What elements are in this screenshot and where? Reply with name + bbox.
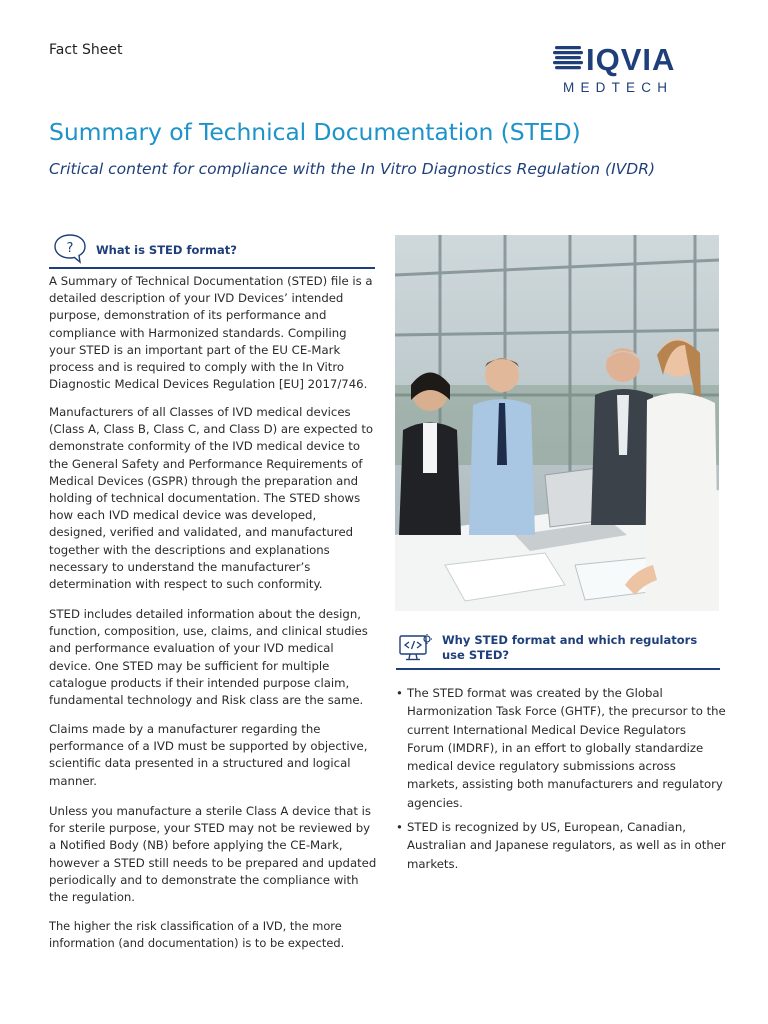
list-item: [396, 684, 726, 812]
paragraph-4: Claims made by a manufacturer regarding the performance of a IVD must be supported by objective, scientific data presented in a structured and logical manner.: [49, 722, 368, 788]
bullet-dot-icon: •: [396, 686, 403, 700]
paragraph-6: The higher the risk classification of a IVD, the more information (and documentation) is to be expected.: [49, 919, 345, 951]
svg-text:IQVIA: IQVIA: [586, 42, 676, 77]
svg-text:MEDTECH: MEDTECH: [563, 80, 674, 95]
bullet-dot-icon: •: [396, 820, 403, 835]
section-why-divider: [396, 668, 720, 670]
section-what-heading: What is STED format?: [96, 242, 237, 257]
iqvia-logo-mark: [553, 40, 723, 100]
iqvia-medtech-logo: [553, 40, 723, 100]
bullet-text: STED is recognized by US, European, Canadian, Australian and Japanese regulators, as well as in other markets.: [407, 820, 726, 871]
bullet-text: The STED format was created by the Global Harmonization Task Force (GHTF), the precursor to the current International Medical Device Regulators Forum (IMDRF), in an effort to globally standardize medical device regulatory submissions across markets, assisting both manufacturers and regulatory agencies.: [407, 686, 726, 810]
paragraph-2: Manufacturers of all Classes of IVD medical devices (Class A, Class B, Class C, and Class D) are expected to demonstrate conformity of the IVD medical device to the General Safety and Performance Requirements of Medical Devices (GSPR) through the preparation and holding of technical documentation. The STED shows how each IVD medical device was developed, designed, verified and validated, and manufactured together with the descriptions and explanations necessary to understand the manufacturer’s determination with respect to such conformity.: [49, 405, 374, 592]
list-item: [396, 818, 726, 873]
svg-text:?: ?: [66, 241, 74, 256]
section-what-header: [52, 233, 237, 265]
section-why-header: [398, 633, 718, 663]
section-why-heading: Why STED format and which regulators use STED?: [442, 633, 698, 662]
team-meeting-photo: [395, 235, 719, 611]
paragraph-3: STED includes detailed information about the design, function, composition, use, claims, and clinical studies and performance evaluation of your IVD medical device. One STED may be sufficient for multiple catalogue products if their intended purpose claim, fundamental technology and Risk class are the same.: [49, 607, 368, 708]
paragraph-1: A Summary of Technical Documentation (STED) file is a detailed description of your IVD Devices’ intended purpose, demonstration of its performance and compliance with Harmonized standards. Compiling your STED is an important part of the EU CE-Mark process and is required to comply with the In Vitro Diagnostic Medical Devices Regulation [EU] 2017/746.: [49, 274, 373, 392]
computer-code-icon: [398, 633, 432, 663]
section-what-divider: [49, 267, 375, 269]
why-sted-bullet-list: [396, 684, 726, 879]
question-bubble-icon: [52, 233, 88, 265]
paragraph-5: Unless you manufacture a sterile Class A device that is for sterile purpose, your STED may not be reviewed by a Notified Body (NB) before applying the CE-Mark, however a STED still needs to be prepared and updated periodically and to demonstrate the compliance with the regulation.: [49, 804, 377, 905]
document-type-label: Fact Sheet: [49, 42, 123, 58]
page-subtitle: Critical content for compliance with the In Vitro Diagnostics Regulation (IVDR): [49, 160, 656, 178]
page-title: Summary of Technical Documentation (STED): [49, 118, 581, 146]
